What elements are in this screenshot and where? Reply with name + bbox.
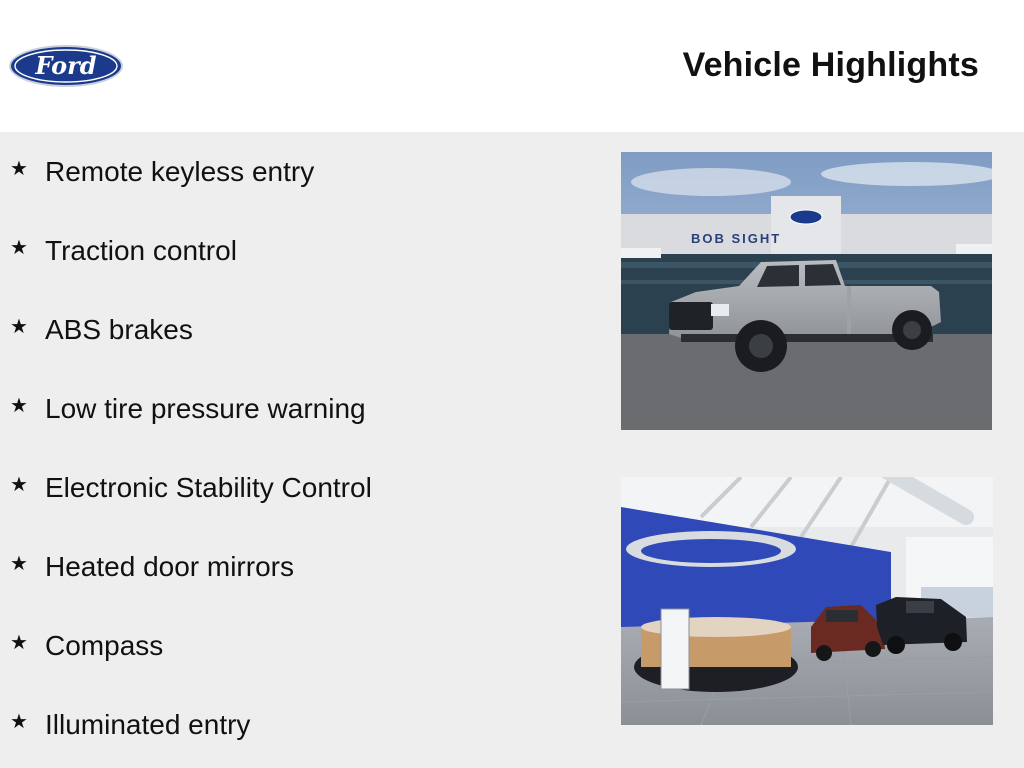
star-icon: ★	[10, 473, 28, 496]
feature-label: ABS brakes	[45, 314, 193, 345]
feature-label: Traction control	[45, 235, 237, 266]
star-icon: ★	[10, 631, 28, 654]
feature-item	[10, 310, 193, 350]
feature-item	[10, 152, 314, 192]
star-icon: ★	[10, 394, 28, 417]
star-icon: ★	[10, 552, 28, 575]
ford-logo-text: Ford	[35, 51, 97, 80]
star-icon: ★	[10, 315, 28, 338]
feature-item	[10, 705, 250, 745]
ford-logo	[8, 44, 124, 88]
showroom-photo	[621, 477, 993, 725]
feature-item	[10, 389, 366, 429]
dealership-sign: BOB SIGHT	[691, 231, 782, 246]
feature-label: Remote keyless entry	[45, 156, 315, 187]
feature-item	[10, 626, 163, 666]
page-title: Vehicle Highlights	[682, 46, 979, 84]
feature-label: Low tire pressure warning	[45, 393, 366, 424]
feature-label: Heated door mirrors	[45, 551, 294, 582]
truck-photo	[621, 152, 992, 430]
feature-item	[10, 231, 237, 271]
feature-label: Electronic Stability Control	[45, 472, 372, 503]
feature-label: Illuminated entry	[45, 709, 251, 740]
star-icon: ★	[10, 157, 28, 180]
star-icon: ★	[10, 236, 28, 259]
feature-item	[10, 468, 372, 508]
page-header	[0, 0, 1024, 132]
content-area	[0, 132, 1024, 768]
feature-item	[10, 547, 294, 587]
star-icon: ★	[10, 710, 28, 733]
feature-label: Compass	[45, 630, 164, 661]
